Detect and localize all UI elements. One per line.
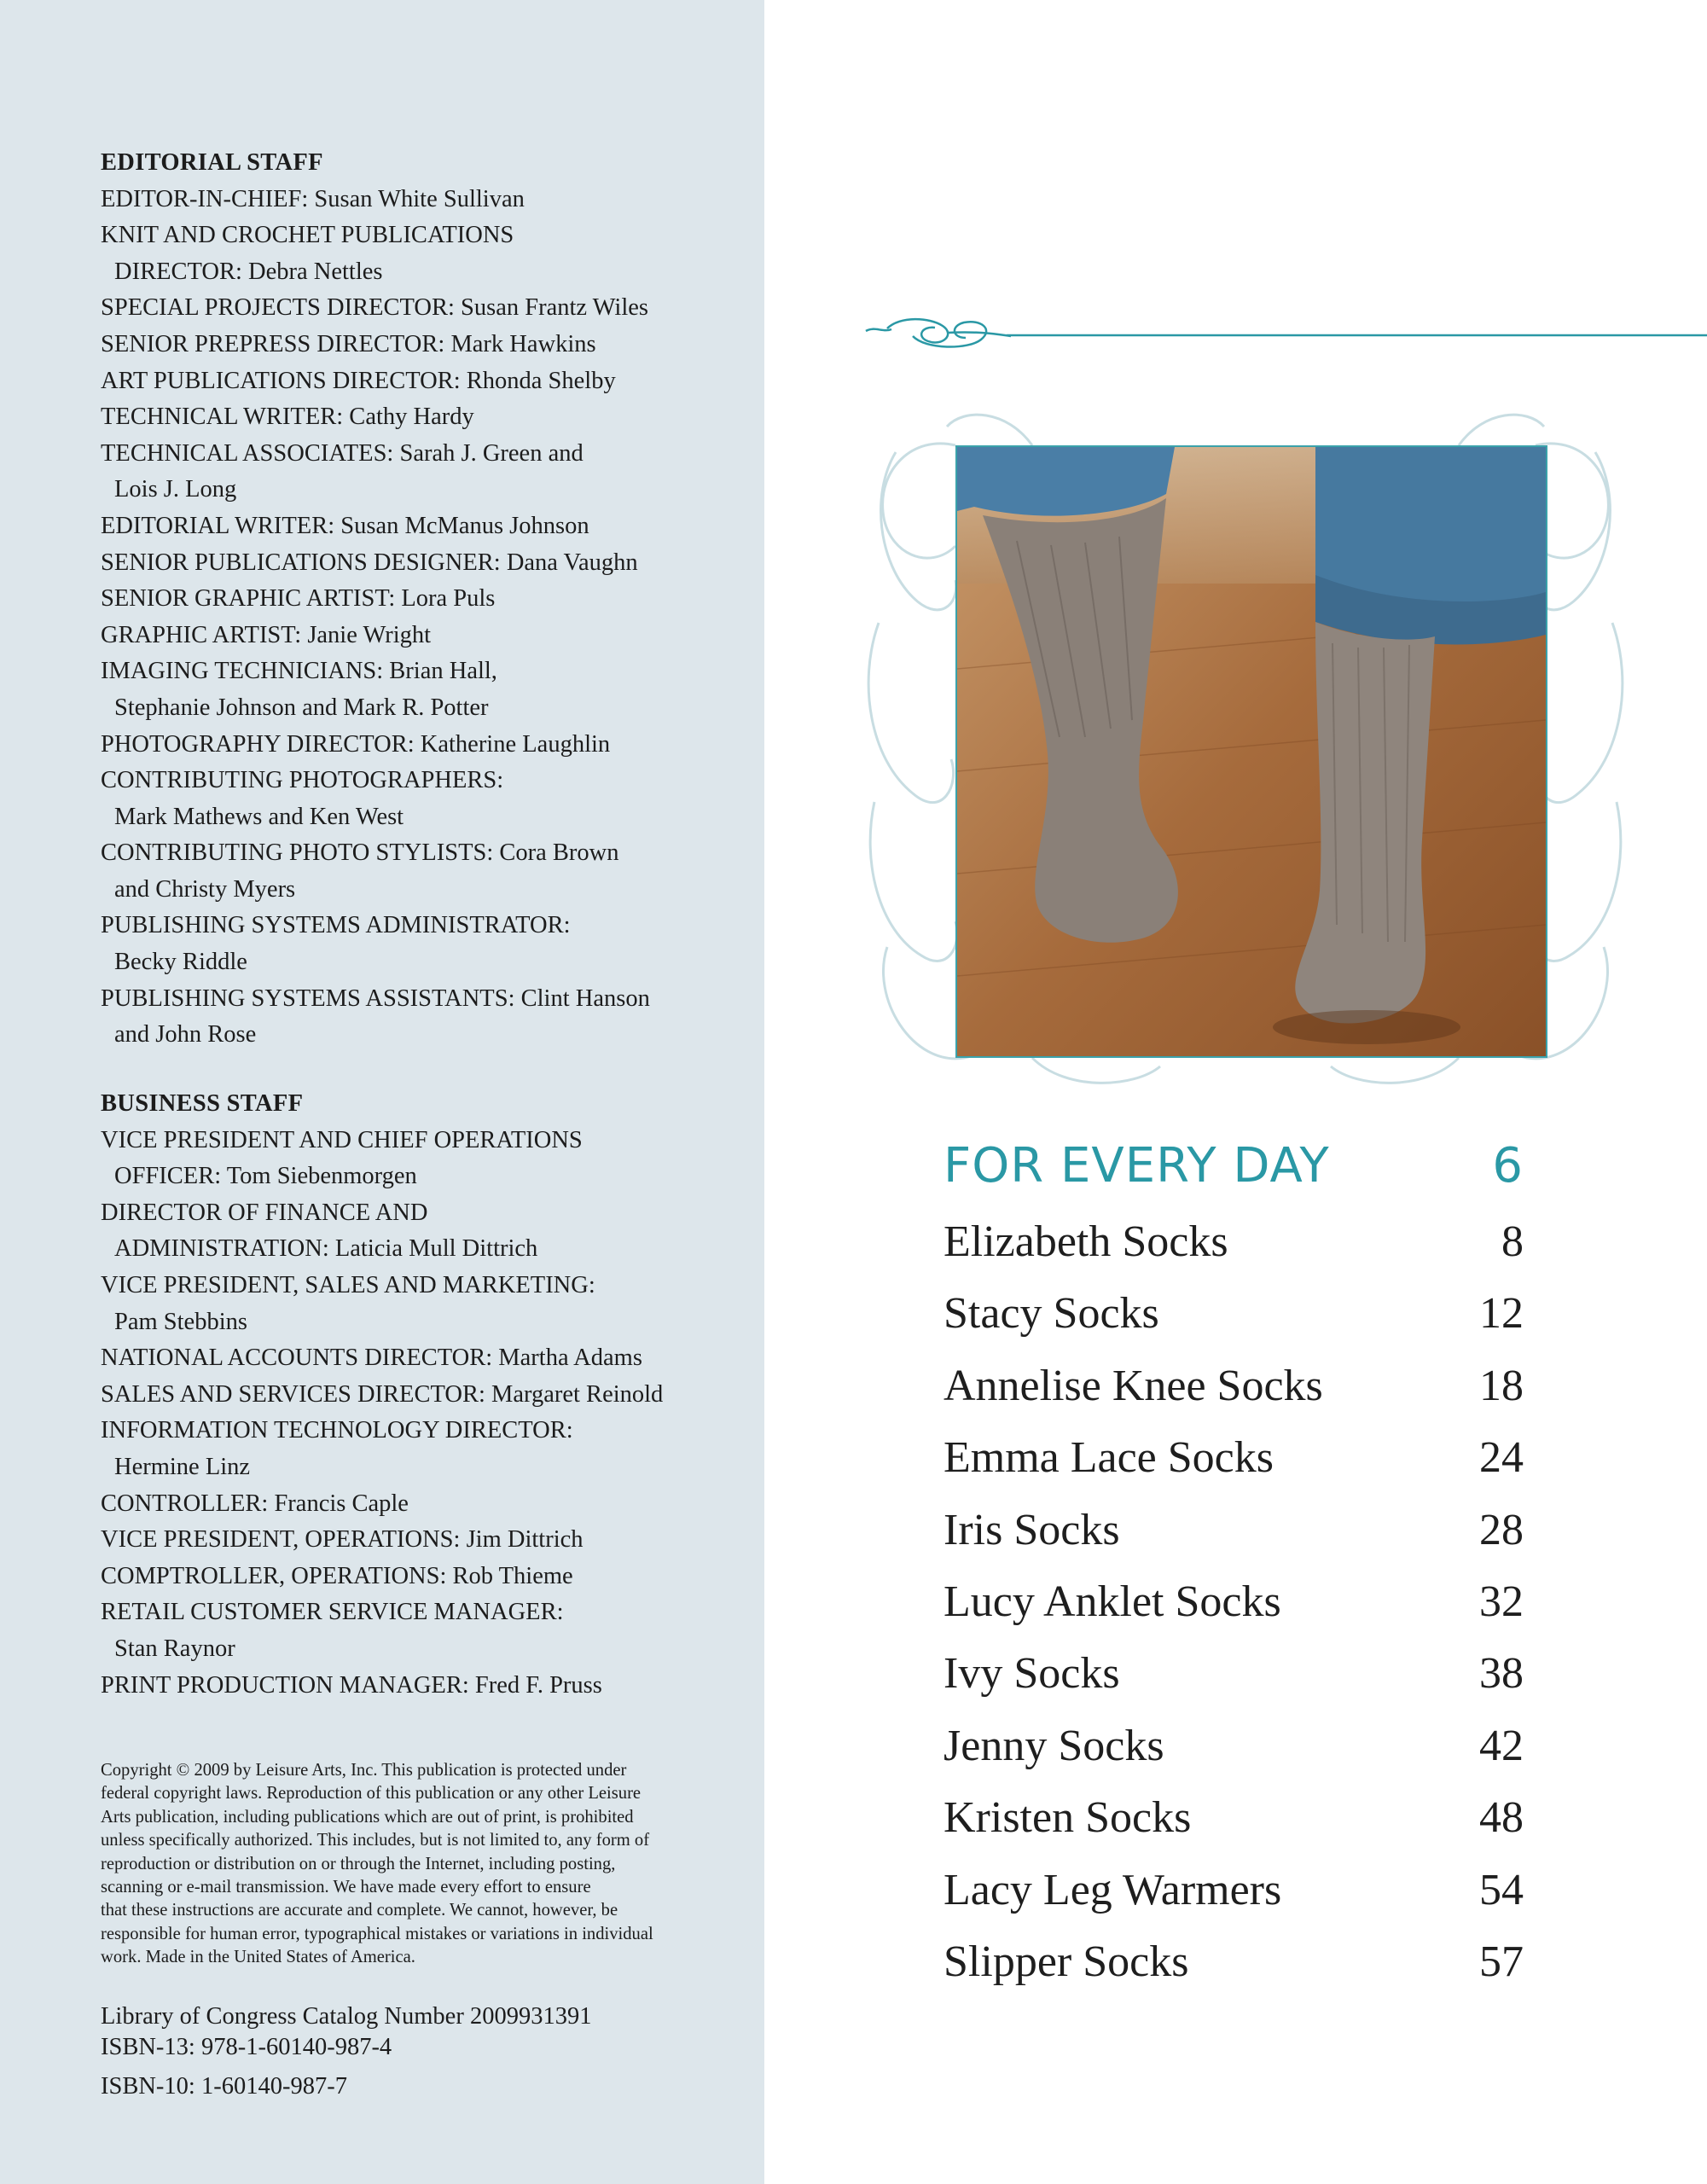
credit-line: COMPTROLLER, OPERATIONS: Rob Thieme	[101, 1562, 573, 1589]
credit-line: EDITOR-IN-CHIEF: Susan White Sullivan	[101, 185, 525, 212]
credit-line: Stan Raynor	[114, 1635, 235, 1662]
credit-line: Becky Riddle	[114, 949, 247, 976]
isbn13-number: ISBN-13: 978-1-60140-987-4	[101, 2034, 392, 2060]
toc-entry-title: Iris Socks	[943, 1505, 1120, 1554]
credit-line: SALES AND SERVICES DIRECTOR: Margaret Reinold	[101, 1380, 664, 1408]
catalog-numbers	[101, 2001, 732, 2102]
credit-line: VICE PRESIDENT AND CHIEF OPERATIONS	[101, 1126, 583, 1153]
toc-entry-title: Ivy Socks	[943, 1649, 1120, 1699]
credit-line: SENIOR PUBLICATIONS DESIGNER: Dana Vaughn	[101, 549, 638, 576]
toc-section-page: 6	[1492, 1138, 1524, 1194]
credit-line: Mark Mathews and Ken West	[114, 803, 404, 830]
toc-entry[interactable]	[943, 1288, 1524, 1360]
toc-entry-page: 24	[1479, 1433, 1524, 1483]
toc-section-heading	[943, 1138, 1524, 1217]
toc-entry-page: 18	[1479, 1361, 1524, 1410]
table-of-contents	[943, 1138, 1524, 2008]
toc-entry[interactable]	[943, 1792, 1524, 1864]
editorial-staff-heading: EDITORIAL STAFF	[101, 149, 323, 176]
copyright-line: that these instructions are accurate and complete. We cannot, however, be	[101, 1901, 618, 1920]
credit-line: INFORMATION TECHNOLOGY DIRECTOR:	[101, 1417, 573, 1444]
credit-line: and Christy Myers	[114, 875, 296, 903]
credit-line: TECHNICAL WRITER: Cathy Hardy	[101, 404, 474, 431]
copyright-line: responsible for human error, typographical mistakes or variations in individual	[101, 1924, 653, 1943]
credit-line: VICE PRESIDENT, OPERATIONS: Jim Dittrich	[101, 1526, 584, 1554]
toc-entry-title: Kristen Socks	[943, 1793, 1192, 1843]
toc-entry-page: 12	[1479, 1289, 1524, 1339]
credit-line: NATIONAL ACCOUNTS DIRECTOR: Martha Adams	[101, 1345, 642, 1372]
lccn-number: Library of Congress Catalog Number 2009931391	[101, 2003, 592, 2030]
credit-line: TECHNICAL ASSOCIATES: Sarah J. Green and	[101, 439, 584, 467]
toc-entry-title: Slipper Socks	[943, 1937, 1189, 1986]
toc-entry[interactable]	[943, 1577, 1524, 1648]
toc-entry[interactable]	[943, 1865, 1524, 1937]
credit-line: PRINT PRODUCTION MANAGER: Fred F. Pruss	[101, 1671, 602, 1699]
credit-line: CONTROLLER: Francis Caple	[101, 1490, 409, 1517]
toc-entry-title: Elizabeth Socks	[943, 1217, 1228, 1266]
credit-line: VICE PRESIDENT, SALES AND MARKETING:	[101, 1271, 595, 1298]
toc-entry[interactable]	[943, 1937, 1524, 2008]
copyright-line: work. Made in the United States of America.	[101, 1948, 415, 1967]
socks-photo	[955, 445, 1547, 1058]
credit-line: Lois J. Long	[114, 476, 237, 503]
copyright-line: reproduction or distribution on or through the Internet, including posting,	[101, 1854, 616, 1873]
credit-line: EDITORIAL WRITER: Susan McManus Johnson	[101, 512, 589, 539]
credit-line: DIRECTOR: Debra Nettles	[114, 258, 383, 285]
copyright-notice	[101, 1759, 732, 1970]
toc-entry-title: Annelise Knee Socks	[943, 1361, 1323, 1410]
toc-entry-page: 28	[1479, 1505, 1524, 1554]
credit-line: IMAGING TECHNICIANS: Brian Hall,	[101, 658, 497, 685]
toc-entry[interactable]	[943, 1361, 1524, 1432]
toc-entry[interactable]	[943, 1217, 1524, 1288]
toc-entry[interactable]	[943, 1721, 1524, 1792]
business-staff-heading: BUSINESS STAFF	[101, 1090, 304, 1117]
socks-illustration	[957, 447, 1546, 1056]
toc-entry-page: 8	[1501, 1217, 1524, 1266]
toc-entry[interactable]	[943, 1505, 1524, 1577]
toc-entry-page: 48	[1479, 1793, 1524, 1843]
toc-entry[interactable]	[943, 1432, 1524, 1504]
credit-line: GRAPHIC ARTIST: Janie Wright	[101, 621, 432, 648]
copyright-line: Arts publication, including publications which are out of print, is prohibited	[101, 1807, 634, 1827]
credit-line: CONTRIBUTING PHOTOGRAPHERS:	[101, 767, 504, 794]
flourish-rule-ornament	[862, 307, 1707, 358]
credit-line: PHOTOGRAPHY DIRECTOR: Katherine Laughlin	[101, 730, 611, 758]
credit-line: ART PUBLICATIONS DIRECTOR: Rhonda Shelby	[101, 367, 616, 394]
toc-entry-title: Emma Lace Socks	[943, 1433, 1274, 1483]
credit-line: SENIOR GRAPHIC ARTIST: Lora Puls	[101, 585, 496, 613]
toc-entry-title: Lucy Anklet Socks	[943, 1577, 1281, 1626]
toc-entry-page: 57	[1479, 1937, 1524, 1986]
credit-line: OFFICER: Tom Siebenmorgen	[114, 1163, 417, 1190]
toc-entry[interactable]	[943, 1648, 1524, 1720]
credit-line: RETAIL CUSTOMER SERVICE MANAGER:	[101, 1599, 564, 1626]
credit-line: PUBLISHING SYSTEMS ADMINISTRATOR:	[101, 912, 571, 939]
credit-line: Hermine Linz	[114, 1453, 251, 1480]
credit-line: Stephanie Johnson and Mark R. Potter	[114, 694, 489, 721]
credit-line: SPECIAL PROJECTS DIRECTOR: Susan Frantz Wiles	[101, 294, 649, 322]
editorial-staff-section	[101, 145, 732, 1054]
copyright-line: scanning or e-mail transmission. We have made every effort to ensure	[101, 1878, 591, 1897]
credit-line: and John Rose	[114, 1021, 257, 1048]
toc-entry-title: Jenny Socks	[943, 1721, 1164, 1770]
copyright-line: federal copyright laws. Reproduction of this publication or any other Leisure	[101, 1784, 642, 1804]
toc-entry-page: 54	[1479, 1865, 1524, 1914]
toc-section-title: FOR EVERY DAY	[943, 1138, 1330, 1194]
business-staff-section	[101, 1086, 732, 1704]
toc-entry-title: Lacy Leg Warmers	[943, 1865, 1282, 1914]
isbn10-number: ISBN-10: 1-60140-987-7	[101, 2073, 347, 2100]
credit-line: Pam Stebbins	[114, 1308, 247, 1335]
toc-entry-page: 42	[1479, 1721, 1524, 1770]
credit-line: PUBLISHING SYSTEMS ASSISTANTS: Clint Hanson	[101, 985, 650, 1012]
credit-line: CONTRIBUTING PHOTO STYLISTS: Cora Brown	[101, 839, 619, 867]
credit-line: DIRECTOR OF FINANCE AND	[101, 1199, 428, 1226]
toc-entry-page: 38	[1479, 1649, 1524, 1699]
toc-entry-title: Stacy Socks	[943, 1289, 1159, 1339]
copyright-line: unless specifically authorized. This includes, but is not limited to, any form of	[101, 1831, 650, 1850]
credit-line: KNIT AND CROCHET PUBLICATIONS	[101, 222, 514, 249]
toc-entry-page: 32	[1479, 1577, 1524, 1626]
credit-line: SENIOR PREPRESS DIRECTOR: Mark Hawkins	[101, 330, 596, 357]
copyright-line: Copyright © 2009 by Leisure Arts, Inc. This publication is protected under	[101, 1761, 627, 1780]
credit-line: ADMINISTRATION: Laticia Mull Dittrich	[114, 1235, 538, 1263]
